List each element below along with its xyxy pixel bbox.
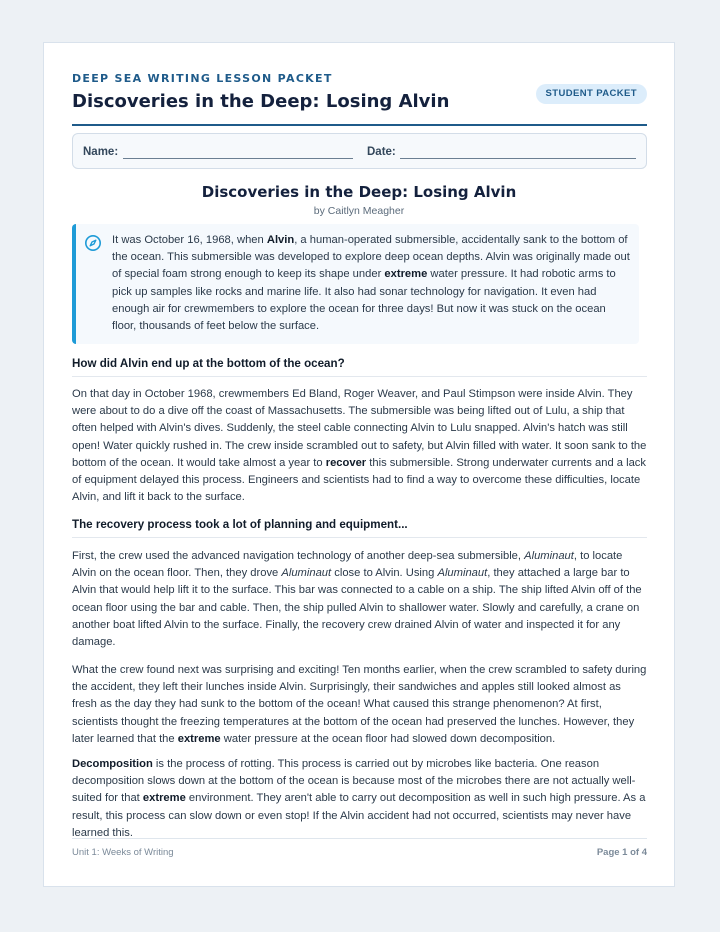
worksheet-page <box>43 42 675 887</box>
name-field[interactable] <box>123 158 353 159</box>
article-title: Discoveries in the Deep: Losing Alvin <box>201 183 517 201</box>
body-paragraph-3: What the crew found next was surprising and exciting! Ten months earlier, when the crew scrambled to safety during the accident, they left their lunches inside Alvin. Surprisingly, their sandwiches and apples still looked almost as fresh as the day they had sunk to the bottom of the ocean! What caused this strange phenomenon? At first, scientists thought the freezing temperatures at the bottom of the ocean had preserved the lunches. However, they later learned that the extreme water pressure at the ocean floor had slowed down decomposition. <box>72 664 647 745</box>
intro-paragraph: It was October 16, 1968, when Alvin, a human-operated submersible, accidentally sank to the bottom of the ocean. This submersible was developed to explore deep ocean depths. Alvin was originally made out of special foam strong enough to keep its shape under extreme water pressure. It had robotic arms to pick up samples like rocks and marine life. It also had sonar technology for navigation. It even had enough air for crewmembers to explore the ocean for three days! But now it was stuck on the ocean floor, thousands of feet below the surface. <box>112 234 630 333</box>
page-number: Page 1 of 4 <box>596 847 647 858</box>
packet-kicker: DEEP SEA WRITING LESSON PACKET <box>72 72 333 85</box>
clipped-content <box>72 756 647 838</box>
footer-unit-label: Unit 1: Weeks of Writing <box>72 847 174 858</box>
body-paragraph-2: First, the crew used the advanced navigation technology of another deep-sea submersible, Aluminaut, to locate Alvin on the ocean floor. Then, they drove Aluminaut close to Alvin. Using Aluminaut, they attached a large bar to Alvin that would help lift it to the surface. This bar was connected to a cable on a ship. The ship lifted Alvin off of the ocean floor using the bar and cable. Then, the ship pulled Alvin to shallower water. Slowly and carefully, a crane on another boat lifted Alvin to the surface. Finally, the recovery crew drained Alvin of water and inspected it for any damage. <box>72 550 642 649</box>
section-divider-1 <box>72 376 647 377</box>
compass-icon <box>84 234 102 252</box>
student-packet-badge: STUDENT PACKET <box>536 84 647 104</box>
article-byline: by Caitlyn Meagher <box>313 205 405 217</box>
footer-divider <box>72 838 647 839</box>
name-label: Name: <box>83 146 119 158</box>
body-paragraph-1: On that day in October 1968, crewmembers Ed Bland, Roger Weaver, and Paul Stimpson were inside Alvin. They were about to do a dive off the coast of Massachusetts. The submersible was being lifted out of Lulu, a ship that often helped with Alvin's dives. Suddenly, the steel cable connecting Alvin to Lulu snapped. Alvin's hatch was still open! Water quickly rushed in. The crew inside scrambled out to safety, but Alvin filled with water. It soon sank to the bottom of the ocean. It would take almost a year to recover this submersible. Strong underwater currents and a lack of equipment delayed this process. Engineers and scientists had to find a way to overcome these difficulties, locate Alvin, and lift it back to the surface. <box>72 388 647 504</box>
date-field[interactable] <box>400 158 636 159</box>
header-divider <box>72 124 647 126</box>
body-paragraph-4: Decomposition is the process of rotting. This process is carried out by microbes like bacteria. One reason decomposition slows down at the bottom of the ocean is because most of the microbes there are not actually well-suited for that extreme environment. They aren't able to carry out decomposition as well in such high pressure. As a result, this process can slow down or even stop! If the Alvin accident had not occurred, scientists may never have learned this. <box>72 758 646 838</box>
intro-callout <box>72 224 639 344</box>
section-divider-2 <box>72 537 647 538</box>
section-question-2: The recovery process took a lot of planning and equipment... <box>72 518 408 531</box>
section-question-1: How did Alvin end up at the bottom of the ocean? <box>72 357 345 370</box>
date-label: Date: <box>367 146 396 158</box>
page-title: Discoveries in the Deep: Losing Alvin <box>72 91 450 112</box>
name-date-box <box>72 133 647 169</box>
